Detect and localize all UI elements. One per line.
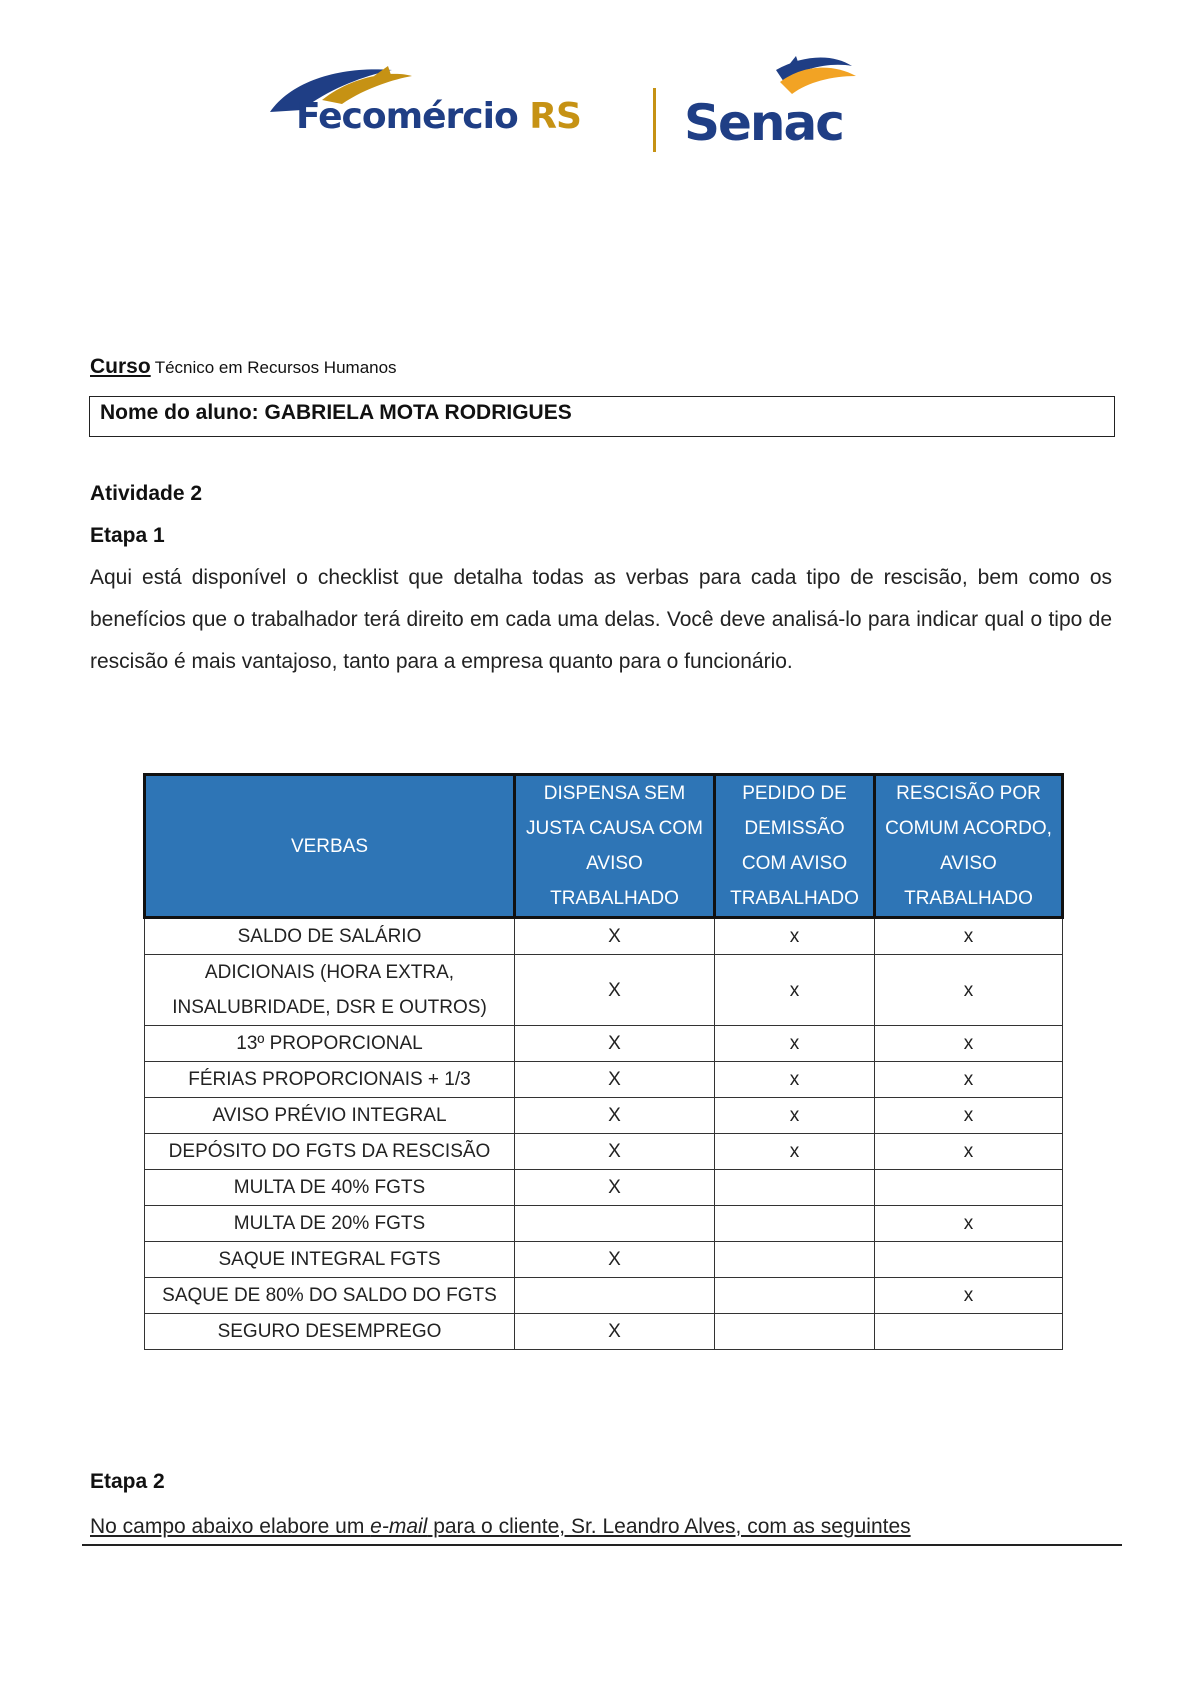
mark-cell: x [715,918,875,955]
header-rescisao-comum-acordo: RESCISÃO POR COMUM ACORDO, AVISO TRABALHADO [875,775,1063,918]
mark-cell: x [875,1134,1063,1170]
student-name: Nome do aluno: GABRIELA MOTA RODRIGUES [100,401,572,424]
mark-cell: X [515,1134,715,1170]
table-header-row [145,775,1063,918]
mark-cell: x [715,1098,875,1134]
step1-title: Etapa 1 [90,524,165,547]
step2-paragraph: No campo abaixo elabore um e-mail para o cliente, Sr. Leandro Alves, com as seguintes [90,1515,911,1538]
step2-title: Etapa 2 [90,1470,165,1493]
senac-logo: Senac [684,94,843,152]
mark-cell: X [515,1062,715,1098]
mark-cell: X [515,918,715,955]
verba-cell: FÉRIAS PROPORCIONAIS + 1/3 [145,1062,515,1098]
course-line [90,355,397,379]
student-name-box [89,396,1115,437]
verba-cell: MULTA DE 20% FGTS [145,1206,515,1242]
verba-cell: SAQUE DE 80% DO SALDO DO FGTS [145,1278,515,1314]
table-row [145,1062,1063,1098]
course-value: Técnico em Recursos Humanos [154,358,397,377]
mark-cell: x [715,1026,875,1062]
table-row [145,1278,1063,1314]
verba-cell: SALDO DE SALÁRIO [145,918,515,955]
mark-cell: x [715,955,875,1026]
table-row [145,1134,1063,1170]
verba-cell: SEGURO DESEMPREGO [145,1314,515,1350]
mark-cell: x [715,1134,875,1170]
mark-cell [715,1278,875,1314]
mark-cell: x [715,1062,875,1098]
mark-cell: X [515,1314,715,1350]
mark-cell: X [515,1242,715,1278]
mark-cell [515,1278,715,1314]
verba-cell: ADICIONAIS (HORA EXTRA, INSALUBRIDADE, DSR E OUTROS) [145,955,515,1026]
mark-cell [875,1314,1063,1350]
verba-cell: AVISO PRÉVIO INTEGRAL [145,1098,515,1134]
verba-cell: MULTA DE 40% FGTS [145,1170,515,1206]
mark-cell: x [875,918,1063,955]
mark-cell: x [875,1098,1063,1134]
verba-cell: SAQUE INTEGRAL FGTS [145,1242,515,1278]
mark-cell [715,1314,875,1350]
header-dispensa-sem-justa-causa: DISPENSA SEM JUSTA CAUSA COM AVISO TRABALHADO [515,775,715,918]
mark-cell [715,1206,875,1242]
mark-cell [715,1170,875,1206]
mark-cell: X [515,1026,715,1062]
mark-cell: X [515,955,715,1026]
table-row [145,1098,1063,1134]
verba-cell: DEPÓSITO DO FGTS DA RESCISÃO [145,1134,515,1170]
mark-cell: x [875,1278,1063,1314]
mark-cell [715,1242,875,1278]
mark-cell [875,1170,1063,1206]
course-label: Curso [90,355,151,378]
header-logos [262,48,882,158]
fecomercio-logo: Fecomércio RS [296,96,581,137]
table-row [145,1170,1063,1206]
activity-title: Atividade 2 [90,482,203,505]
mark-cell: x [875,955,1063,1026]
mark-cell: x [875,1206,1063,1242]
table-row [145,955,1063,1026]
verbas-table [143,773,1064,1350]
verba-cell: 13º PROPORCIONAL [145,1026,515,1062]
table-row [145,1242,1063,1278]
bottom-rule [82,1544,1122,1546]
header-verbas: VERBAS [145,775,515,918]
mark-cell: x [875,1062,1063,1098]
table-row [145,1026,1063,1062]
header-pedido-de-demissao: PEDIDO DE DEMISSÃO COM AVISO TRABALHADO [715,775,875,918]
mark-cell: x [875,1026,1063,1062]
table-row [145,1314,1063,1350]
step1-paragraph: Aqui está disponível o checklist que detalha todas as verbas para cada tipo de rescisão, bem como os benefícios que o trabalhador terá direito em cada uma delas. Você deve analisá-lo para indicar qual o tipo de rescisão é mais vantajoso, tanto para a empresa quanto para o funcionário. [90,566,1112,673]
mark-cell: X [515,1170,715,1206]
mark-cell: X [515,1098,715,1134]
logo-divider [653,88,656,152]
mark-cell [515,1206,715,1242]
mark-cell [875,1242,1063,1278]
table-row [145,918,1063,955]
table-row [145,1206,1063,1242]
